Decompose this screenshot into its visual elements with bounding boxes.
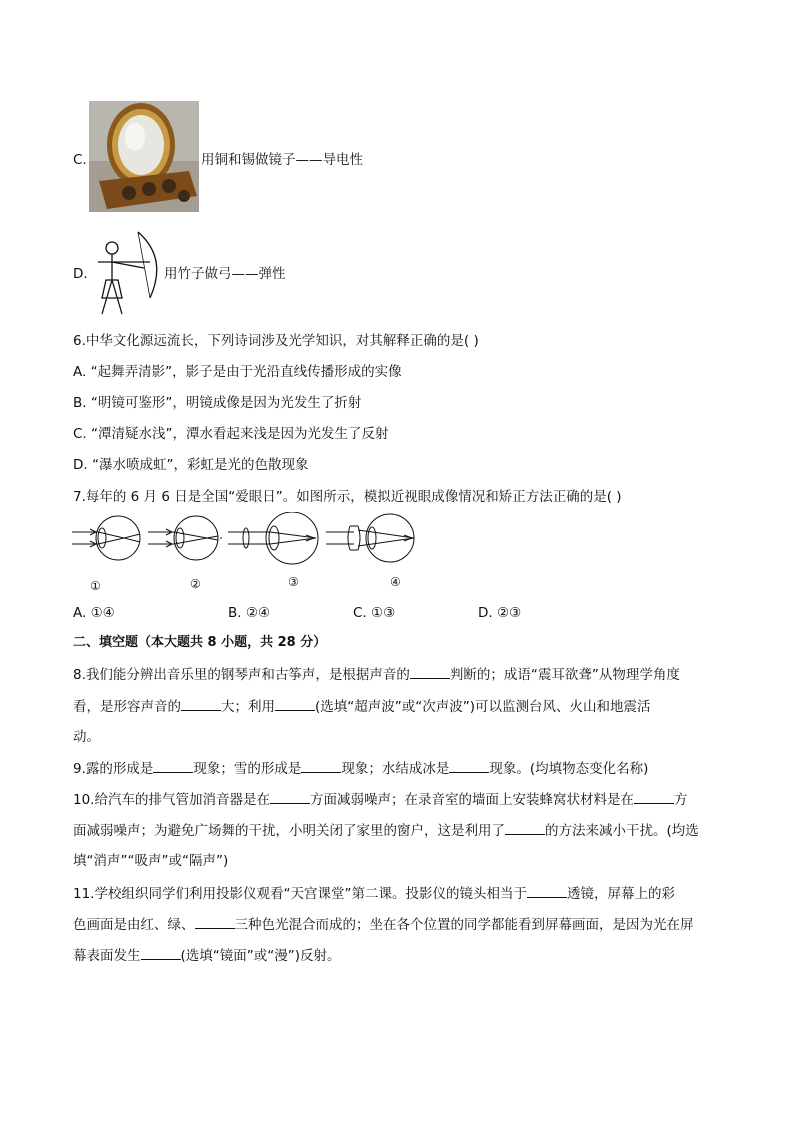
q8-text-2c: (选填“超声波”或“次声波”)可以监测台风、火山和地震活 bbox=[315, 699, 651, 715]
q11-text-2a: 色画面是由红、绿、 bbox=[73, 917, 195, 933]
q8-blank-3[interactable] bbox=[275, 696, 315, 711]
q6-option-a: A. “起舞弄清影”，影子是由于光沿直线传播形成的实像 bbox=[73, 364, 402, 380]
q7-option-b: B. ②④ bbox=[228, 605, 271, 621]
q10-text-2a: 面减弱噪声；为避免广场舞的干扰，小明关闭了家里的窗户，这是利用了 bbox=[73, 823, 505, 839]
q8-blank-2[interactable] bbox=[181, 696, 221, 711]
q10-text-2b: 的方法来减小干扰。(均选 bbox=[545, 823, 699, 839]
archer-image bbox=[88, 228, 168, 318]
q9-blank-2[interactable] bbox=[301, 758, 341, 773]
q8-text-1a: 8.我们能分辨出音乐里的钢琴声和古筝声，是根据声音的 bbox=[73, 667, 410, 683]
q10-blank-3[interactable] bbox=[505, 820, 545, 835]
q5-option-c-text bbox=[201, 150, 363, 170]
q7-option-d: D. ②③ bbox=[478, 605, 522, 621]
q10-line-2 bbox=[73, 820, 699, 841]
eye-figure-3 bbox=[228, 512, 318, 564]
q7-option-c: C. ①③ bbox=[353, 605, 396, 621]
q6-option-b: B. “明镜可鉴形”，明镜成像是因为光发生了折射 bbox=[73, 395, 362, 411]
q9-blank-3[interactable] bbox=[449, 758, 489, 773]
q6-option-c: C. “潭清疑水浅”，潭水看起来浅是因为光发生了反射 bbox=[73, 426, 389, 442]
q11-text-3a: 幕表面发生 bbox=[73, 948, 141, 964]
q11-text-1a: 11.学校组织同学们利用投影仪观看“天宫课堂”第二课。投影仪的镜头相当于 bbox=[73, 886, 527, 902]
eye-figure-2 bbox=[148, 516, 224, 560]
q11-line-2 bbox=[73, 914, 694, 935]
q5-option-c bbox=[73, 150, 87, 170]
fig-label-4: ④ bbox=[390, 575, 401, 589]
q11-text-2b: 三种色光混合而成的；坐在各个位置的同学都能看到屏幕画面，是因为光在屏 bbox=[234, 917, 694, 933]
option-c-text: 用铜和锡做镜子——导电性 bbox=[201, 152, 363, 168]
q11-line-1 bbox=[73, 883, 675, 904]
q9-line bbox=[73, 758, 648, 779]
q8-line-3: 动。 bbox=[73, 729, 100, 745]
q8-text-2a: 看，是形容声音的 bbox=[73, 699, 181, 715]
section-2-title: 二、填空题（本大题共 8 小题，共 28 分） bbox=[73, 635, 327, 650]
fig-label-1: ① bbox=[90, 579, 101, 593]
q8-text-1b: 判断的；成语“震耳欲聋”从物理学角度 bbox=[449, 667, 680, 683]
q11-blank-3[interactable] bbox=[141, 945, 181, 960]
q5-option-d-text bbox=[164, 264, 286, 284]
fig-label-2: ② bbox=[190, 577, 201, 591]
q9-text-b: 现象；雪的形成是 bbox=[193, 761, 302, 777]
q9-text-c: 现象；水结成冰是 bbox=[341, 761, 450, 777]
q11-line-3 bbox=[73, 945, 341, 966]
q11-text-1b: 透镜，屏幕上的彩 bbox=[566, 886, 675, 902]
q8-line-1 bbox=[73, 664, 680, 685]
fig-label-3: ③ bbox=[288, 575, 299, 589]
q6-stem: 6.中华文化源远流长，下列诗词涉及光学知识，对其解释正确的是( ) bbox=[73, 333, 479, 349]
option-c-label: C. bbox=[73, 152, 87, 168]
q11-text-3b: (选填“镜面”或“漫”)反射。 bbox=[180, 948, 341, 964]
q5-option-d bbox=[73, 264, 88, 284]
eye-figure-4 bbox=[326, 514, 414, 562]
q10-text-1c: 方 bbox=[673, 792, 688, 808]
q10-text-1b: 方面减弱噪声；在录音室的墙面上安装蜂窝状材料是在 bbox=[309, 792, 634, 808]
q8-blank-1[interactable] bbox=[410, 664, 450, 679]
q11-blank-2[interactable] bbox=[195, 914, 235, 929]
mirror-image bbox=[89, 101, 199, 212]
option-d-text: 用竹子做弓——弹性 bbox=[164, 266, 286, 282]
q10-text-1a: 10.给汽车的排气管加消音器是在 bbox=[73, 792, 270, 808]
q10-line-1 bbox=[73, 789, 687, 810]
q7-option-a: A. ①④ bbox=[73, 605, 115, 621]
q10-blank-1[interactable] bbox=[270, 789, 310, 804]
q8-text-2b: 大；利用 bbox=[221, 699, 275, 715]
q11-blank-1[interactable] bbox=[527, 883, 567, 898]
eye-diagram bbox=[70, 512, 430, 594]
q9-blank-1[interactable] bbox=[153, 758, 193, 773]
q8-line-2 bbox=[73, 696, 651, 717]
q7-stem: 7.每年的 6 月 6 日是全国“爱眼日”。如图所示，模拟近视眼成像情况和矫正方法正确的是( ) bbox=[73, 489, 622, 505]
q9-text-a: 9.露的形成是 bbox=[73, 761, 154, 777]
option-d-label: D. bbox=[73, 266, 88, 282]
eye-figure-1 bbox=[72, 516, 140, 560]
q6-option-d: D. “瀑水喷成虹”，彩虹是光的色散现象 bbox=[73, 457, 309, 473]
q10-line-3: 填“消声”“吸声”或“隔声”) bbox=[73, 853, 229, 869]
q10-blank-2[interactable] bbox=[634, 789, 674, 804]
q9-text-d: 现象。(均填物态变化名称) bbox=[489, 761, 649, 777]
